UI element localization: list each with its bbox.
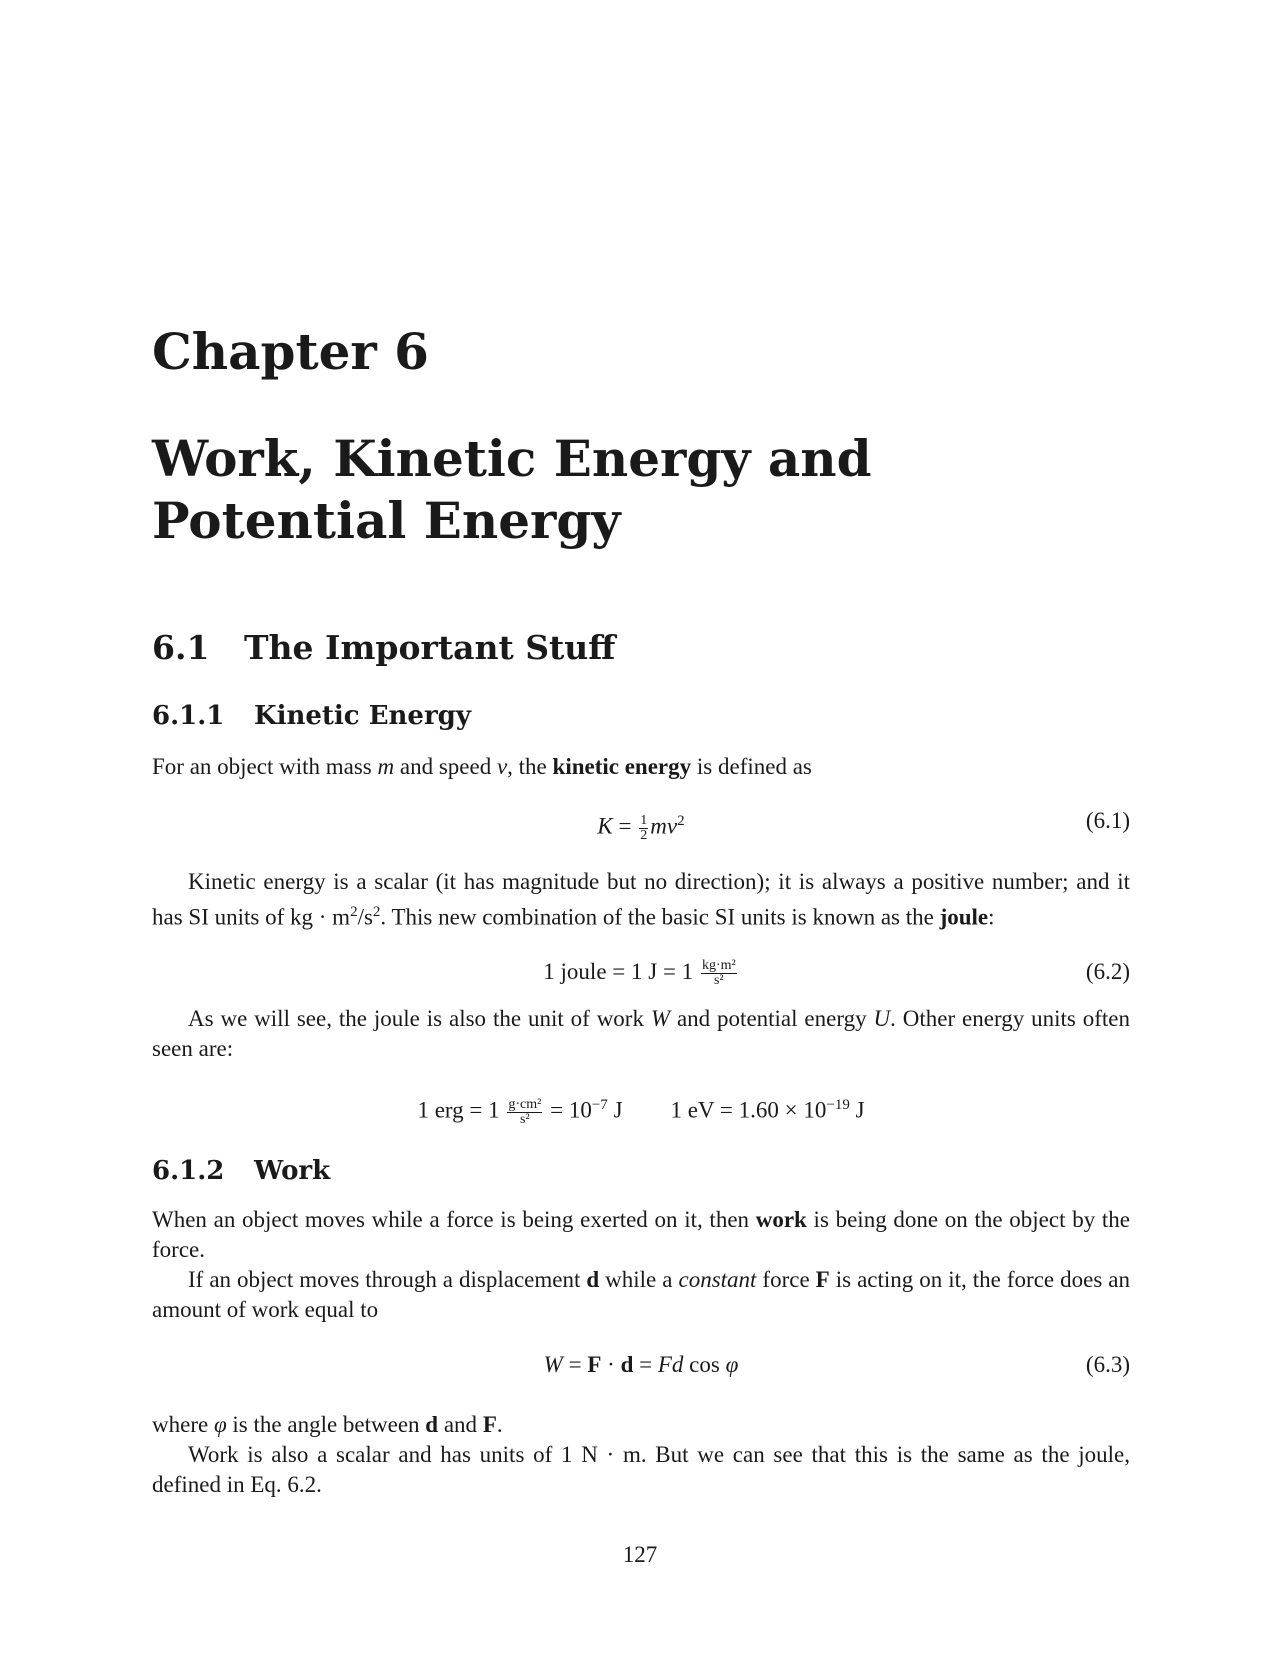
subsection-number: 6.1.1 (152, 701, 225, 731)
equation-6-1 (152, 806, 1130, 846)
paragraph-joule-uses: As we will see, the joule is also the unit of work W and potential energy U. Other energy units often seen are: (152, 1006, 1130, 1061)
equation-number: (6.1) (1085, 808, 1130, 833)
subsection-title: Work (254, 1156, 331, 1186)
equation-body: 1 joule = 1 J = 1 $\frac{\text{kg·m²}}{\text{s²}}$ (543, 958, 736, 989)
equation-number: (6.2) (1085, 959, 1130, 984)
paragraph-angle: where φ is the angle between d and F. (152, 1412, 503, 1437)
page-number: 127 (622, 1542, 658, 1567)
fraction: $\frac{1}{2}$ (640, 812, 648, 843)
subsection-number: 6.1.2 (152, 1156, 225, 1186)
paragraph-kinetic-units: Kinetic energy is a scalar (it has magnitude but no direction); it is always a positive number; and it has SI units of kg · $m^2/s^2$. This new combination of the basic SI units is known as the joule: (152, 869, 1130, 930)
equation-6-2 (152, 957, 1130, 997)
equation-body: 1 erg = 1 $\frac{\text{g·cm²}}{\text{s²}}$ = $10^{-7}$ J 1 eV = $1.60 \times 10^{-19}$ J (417, 1096, 865, 1127)
equation-body: W = F · d = Fd cos φ (543, 1352, 739, 1377)
equation-number: (6.3) (1085, 1352, 1130, 1377)
equation-6-3 (152, 1350, 1130, 1390)
fraction: $\frac{\text{kg·m²}}{\text{s²}}$ (701, 958, 736, 989)
equation-body: K = $\frac{1}{2}$ $mv^2$ (597, 812, 685, 843)
equation-other-units (152, 1090, 1130, 1130)
section-title: The Important Stuff (244, 628, 616, 667)
chapter-title: Work, Kinetic Energy and Potential Energy (152, 429, 872, 550)
subsection-title: Kinetic Energy (254, 701, 471, 731)
subsection-heading-kinetic (152, 700, 471, 732)
chapter-label: Chapter 6 (152, 322, 429, 381)
section-heading (152, 628, 615, 668)
paragraph-work-constant-force: If an object moves through a displacement d while a constant force F is acting on it, the force does an amount of work equal to (152, 1267, 1130, 1322)
paragraph-work-intro: When an object moves while a force is being exerted on it, then work is being done on the object by the force. (152, 1207, 1130, 1262)
paragraph-kinetic-def: For an object with mass m and speed v, the kinetic energy is defined as (152, 754, 812, 779)
paragraph-work-units: Work is also a scalar and has units of 1 N · m. But we can see that this is the same as the joule, defined in Eq. 6.2. (152, 1442, 1130, 1497)
fraction: $\frac{\text{g·cm²}}{\text{s²}}$ (508, 1096, 542, 1127)
subsection-heading-work (152, 1155, 330, 1187)
section-number: 6.1 (152, 628, 210, 667)
